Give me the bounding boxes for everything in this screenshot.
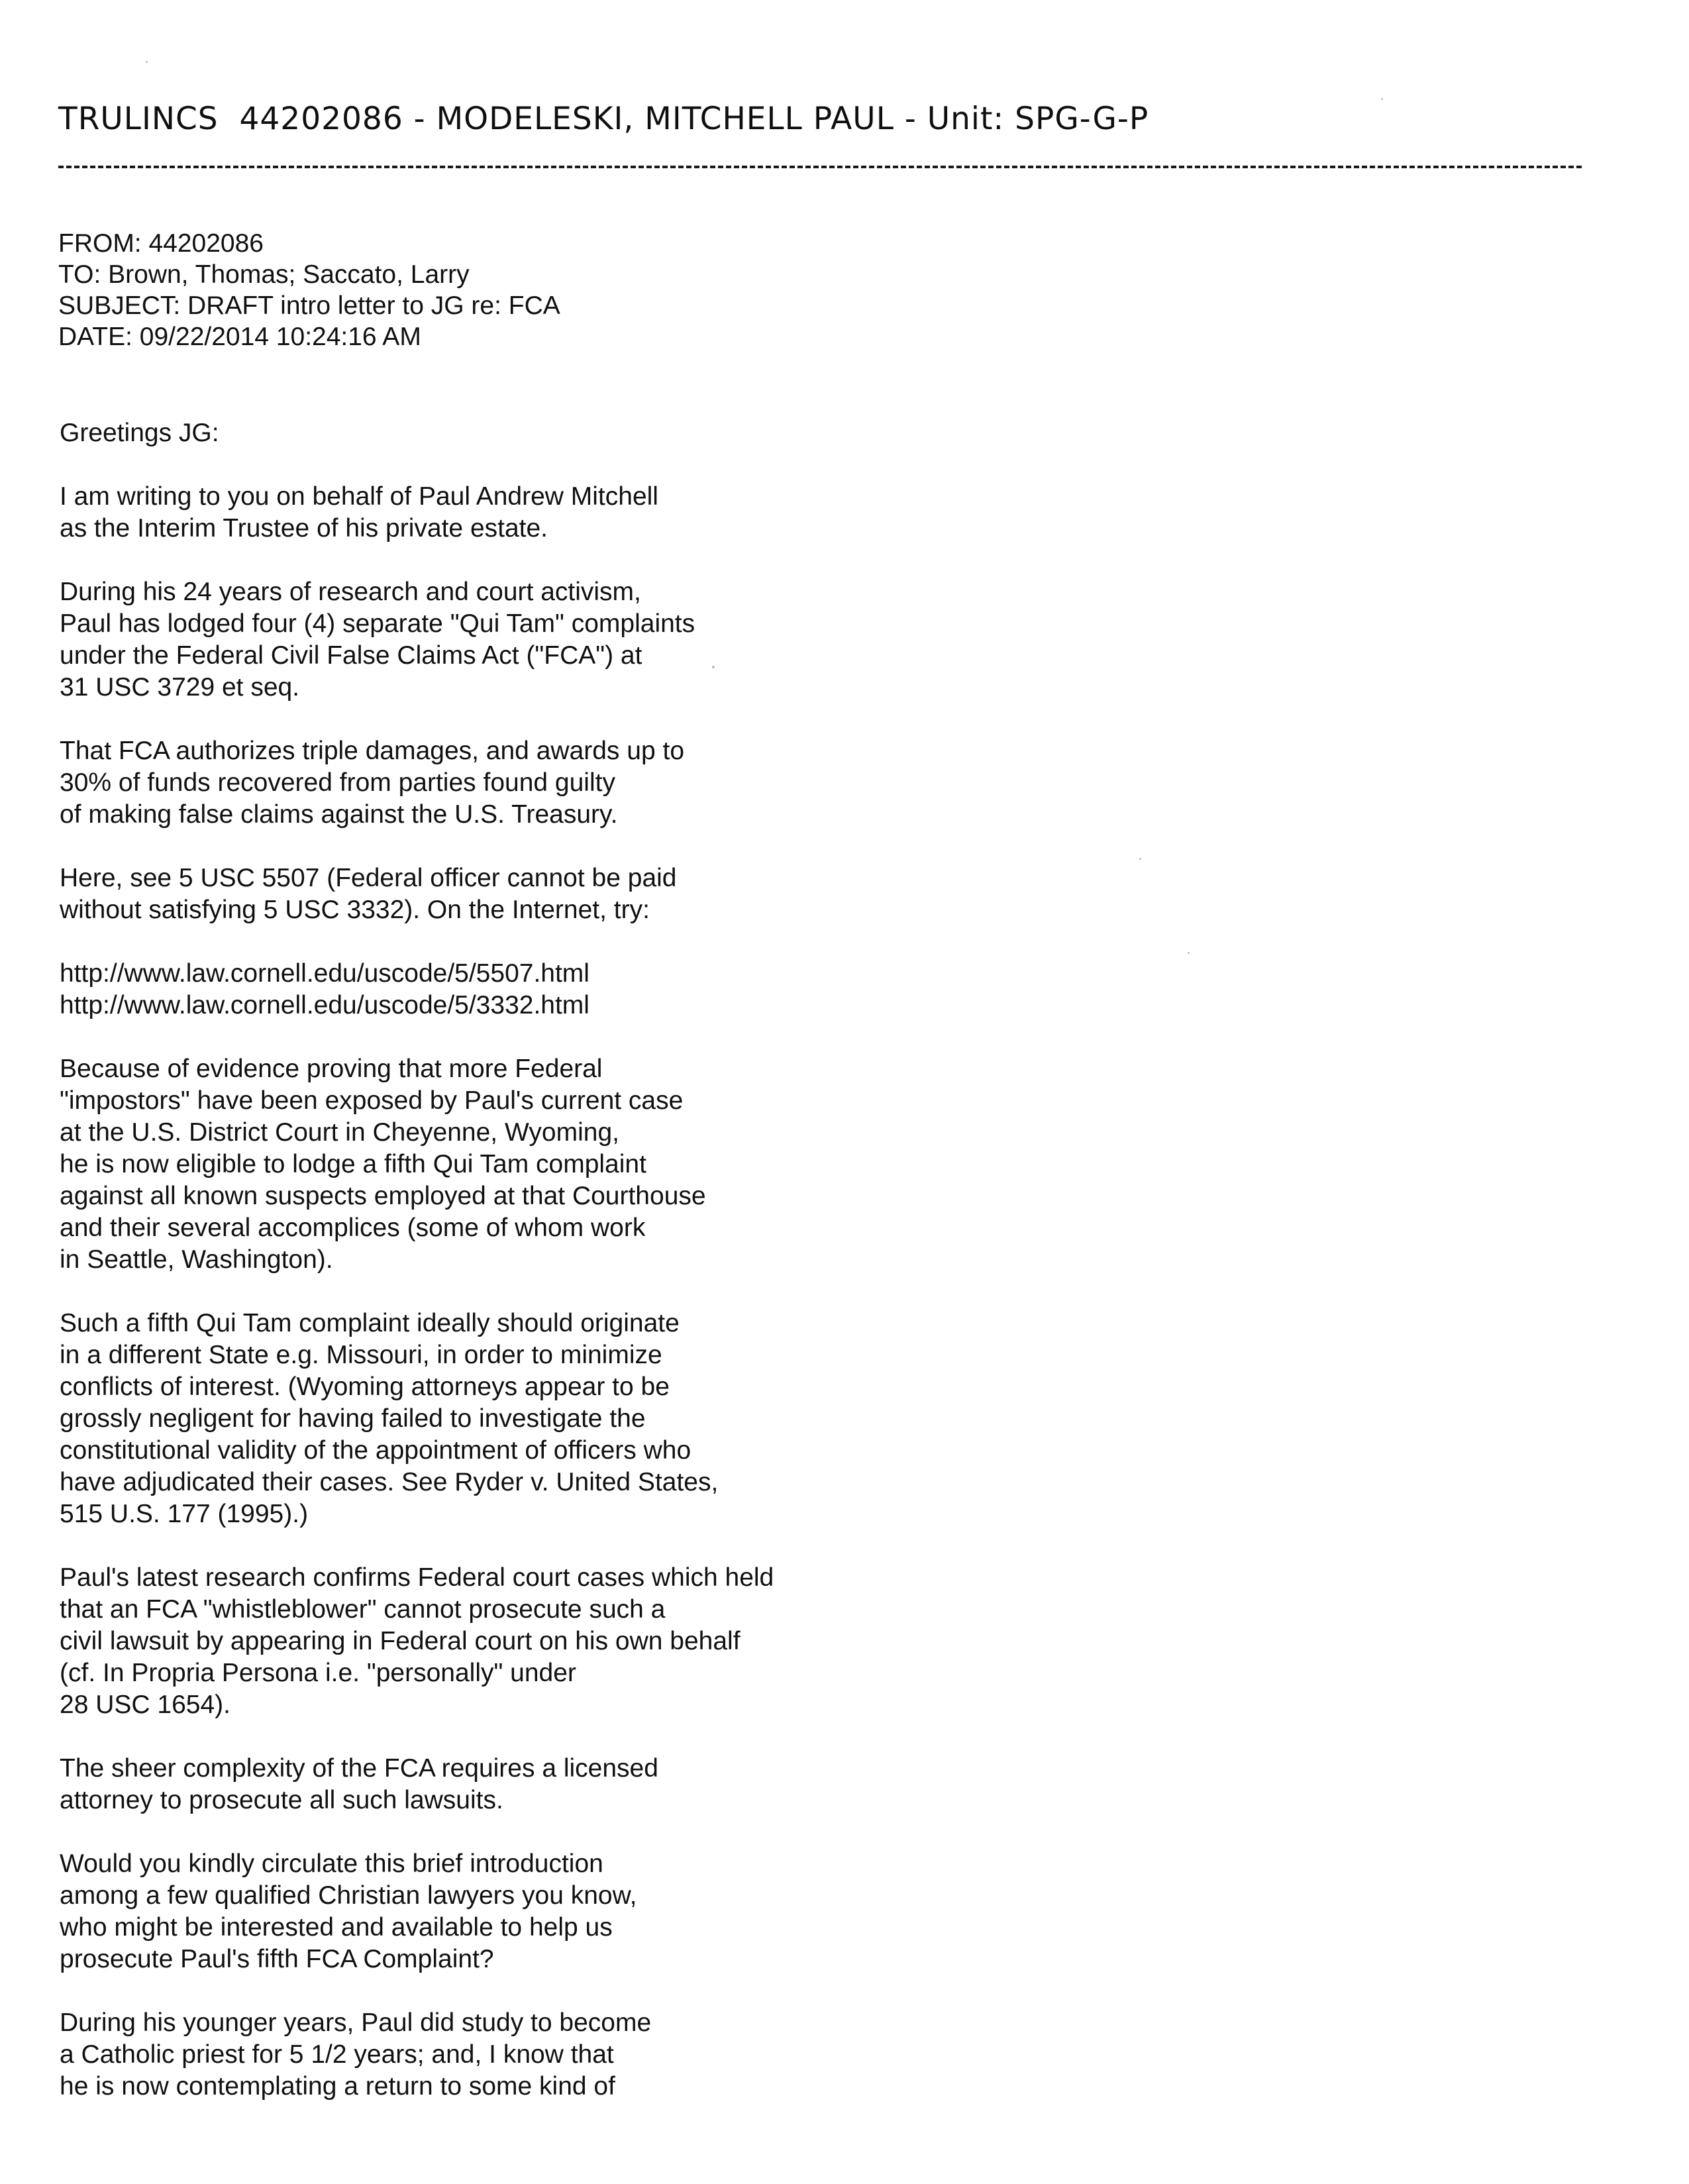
body-paragraph: During his 24 years of research and court activism, Paul has lodged four (4) separate "Qui Tam" complaints under the Federal Civil False Claims Act ("FCA") at 31 USC 3729 et seq.: [60, 578, 695, 702]
body-paragraph: During his younger years, Paul did study to become a Catholic priest for 5 1/2 years; and, I know that he is now contemplating a return to some kind of: [60, 2008, 652, 2101]
scan-speck: [1381, 98, 1383, 100]
scan-speck: [1188, 952, 1190, 954]
to-line: TO: Brown, Thomas; Saccato, Larry: [58, 260, 470, 289]
body-paragraph: The sheer complexity of the FCA requires a licensed attorney to prosecute all such lawsuits.: [60, 1754, 658, 1814]
body-paragraph: Paul's latest research confirms Federal court cases which held that an FCA "whistleblower" cannot prosecute such a civil lawsuit by appearing in Federal court on his own behalf (cf. In Propria Persona i.e. "personally" under 28 USC 1654).: [60, 1563, 774, 1719]
trulincs-header-title: TRULINCS 44202086 - MODELESKI, MITCHELL PAUL - Unit: SPG-G-P: [58, 101, 1149, 137]
url-list: http://www.law.cornell.edu/uscode/5/5507.html http://www.law.cornell.edu/uscode/5/3332.html: [60, 959, 589, 1019]
scan-speck: [146, 61, 148, 63]
date-line: DATE: 09/22/2014 10:24:16 AM: [58, 323, 421, 351]
body-paragraph: I am writing to you on behalf of Paul Andrew Mitchell as the Interim Trustee of his private estate.: [60, 482, 658, 543]
body-paragraph: Such a fifth Qui Tam complaint ideally should originate in a different State e.g. Missouri, in order to minimize conflicts of interest. (Wyoming attorneys appear to be grossly negligent for having failed to investigate the constitutional validity of the appointment of officers who have adjudicated their cases. See Ryder v. United States, 515 U.S. 177 (1995).): [60, 1309, 719, 1528]
body-paragraph: Because of evidence proving that more Federal "impostors" have been exposed by Paul's current case at the U.S. District Court in Cheyenne, Wyoming, he is now eligible to lodge a fifth Qui Tam complaint against all known suspects employed at that Courthouse and their several accomplices (some of whom work in Seattle, Washington).: [60, 1055, 706, 1274]
subject-line: SUBJECT: DRAFT intro letter to JG re: FCA: [58, 291, 560, 320]
scan-speck: [1139, 858, 1141, 860]
message-metadata: [58, 228, 560, 352]
from-line: FROM: 44202086: [58, 229, 264, 258]
body-paragraph: That FCA authorizes triple damages, and awards up to 30% of funds recovered from parties found guilty of making false claims against the U.S. Treasury.: [60, 737, 685, 829]
body-paragraph: Would you kindly circulate this brief introduction among a few qualified Christian lawyers you know, who might be interested and available to help us prosecute Paul's fifth FCA Complaint?: [60, 1849, 637, 1973]
scan-speck: [712, 666, 715, 668]
body-paragraph: Here, see 5 USC 5507 (Federal officer cannot be paid without satisfying 5 USC 3332). On the Internet, try:: [60, 864, 677, 924]
greeting: Greetings JG:: [60, 419, 219, 447]
letter-body: [60, 417, 1119, 2134]
header-divider: [58, 166, 1582, 168]
